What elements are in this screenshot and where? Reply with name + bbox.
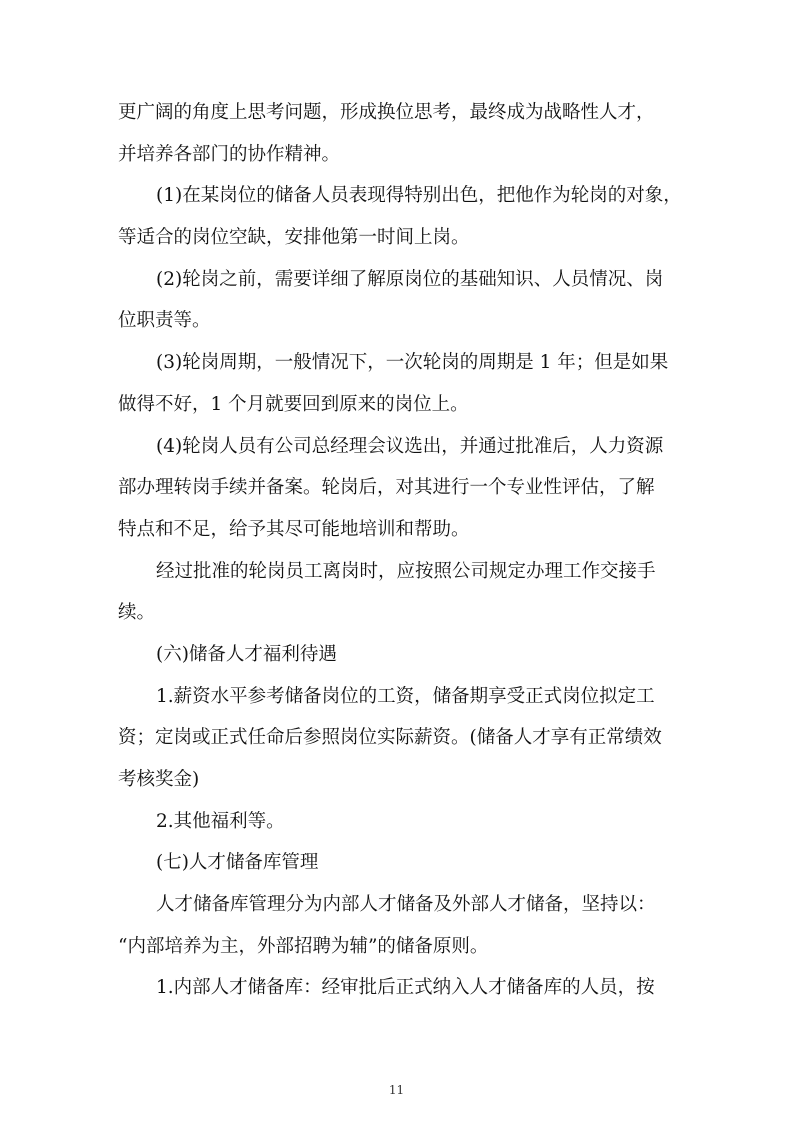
- text-line: 特点和不足，给予其尽可能地培训和帮助。: [118, 518, 470, 540]
- text-line: 部办理转岗手续并备案。轮岗后，对其进行一个专业性评估，了解: [118, 477, 655, 499]
- text-line: 考核奖金): [118, 769, 200, 790]
- text-line: 2.其他福利等。: [156, 810, 285, 832]
- text-line: (3)轮岗周期，一般情况下，一次轮岗的周期是 1 年；但是如果: [156, 352, 669, 374]
- text-line: 1.薪资水平参考储备岗位的工资，储备期享受正式岗位拟定工: [156, 685, 655, 707]
- text-line: (4)轮岗人员有公司总经理会议选出，并通过批准后，人力资源: [156, 435, 664, 457]
- text-line: 资；定岗或正式任命后参照岗位实际薪资。(储备人才享有正常绩效: [118, 727, 662, 749]
- text-line: 人才储备库管理分为内部人才储备及外部人才储备，坚持以：: [156, 894, 656, 916]
- text-line: (1)在某岗位的储备人员表现得特别出色，把他作为轮岗的对象，: [156, 185, 682, 207]
- text-line: (六)储备人才福利待遇: [156, 643, 337, 665]
- text-line: (七)人才储备库管理: [156, 852, 319, 874]
- text-line: 并培养各部门的协作精神。: [118, 143, 341, 165]
- text-line: 位职责等。: [118, 310, 211, 332]
- text-line: 更广阔的角度上思考问题，形成换位思考，最终成为战略性人才，: [118, 102, 655, 123]
- text-line: “内部培养为主，外部招聘为辅”的储备原则。: [118, 935, 489, 957]
- text-line: 等适合的岗位空缺，安排他第一时间上岗。: [118, 227, 470, 249]
- text-line: 续。: [118, 602, 156, 624]
- text-line: 1.内部人才储备库：经审批后正式纳入人才储备库的人员，按: [156, 977, 655, 999]
- document-body: [118, 92, 682, 1009]
- paragraph-lines: [118, 92, 682, 1009]
- text-line: (2)轮岗之前，需要详细了解原岗位的基础知识、人员情况、岗: [156, 268, 664, 290]
- page-number: 11: [388, 1083, 405, 1097]
- text-line: 做得不好，1 个月就要回到原来的岗位上。: [118, 393, 469, 415]
- text-line: 经过批准的轮岗员工离岗时，应按照公司规定办理工作交接手: [156, 560, 656, 582]
